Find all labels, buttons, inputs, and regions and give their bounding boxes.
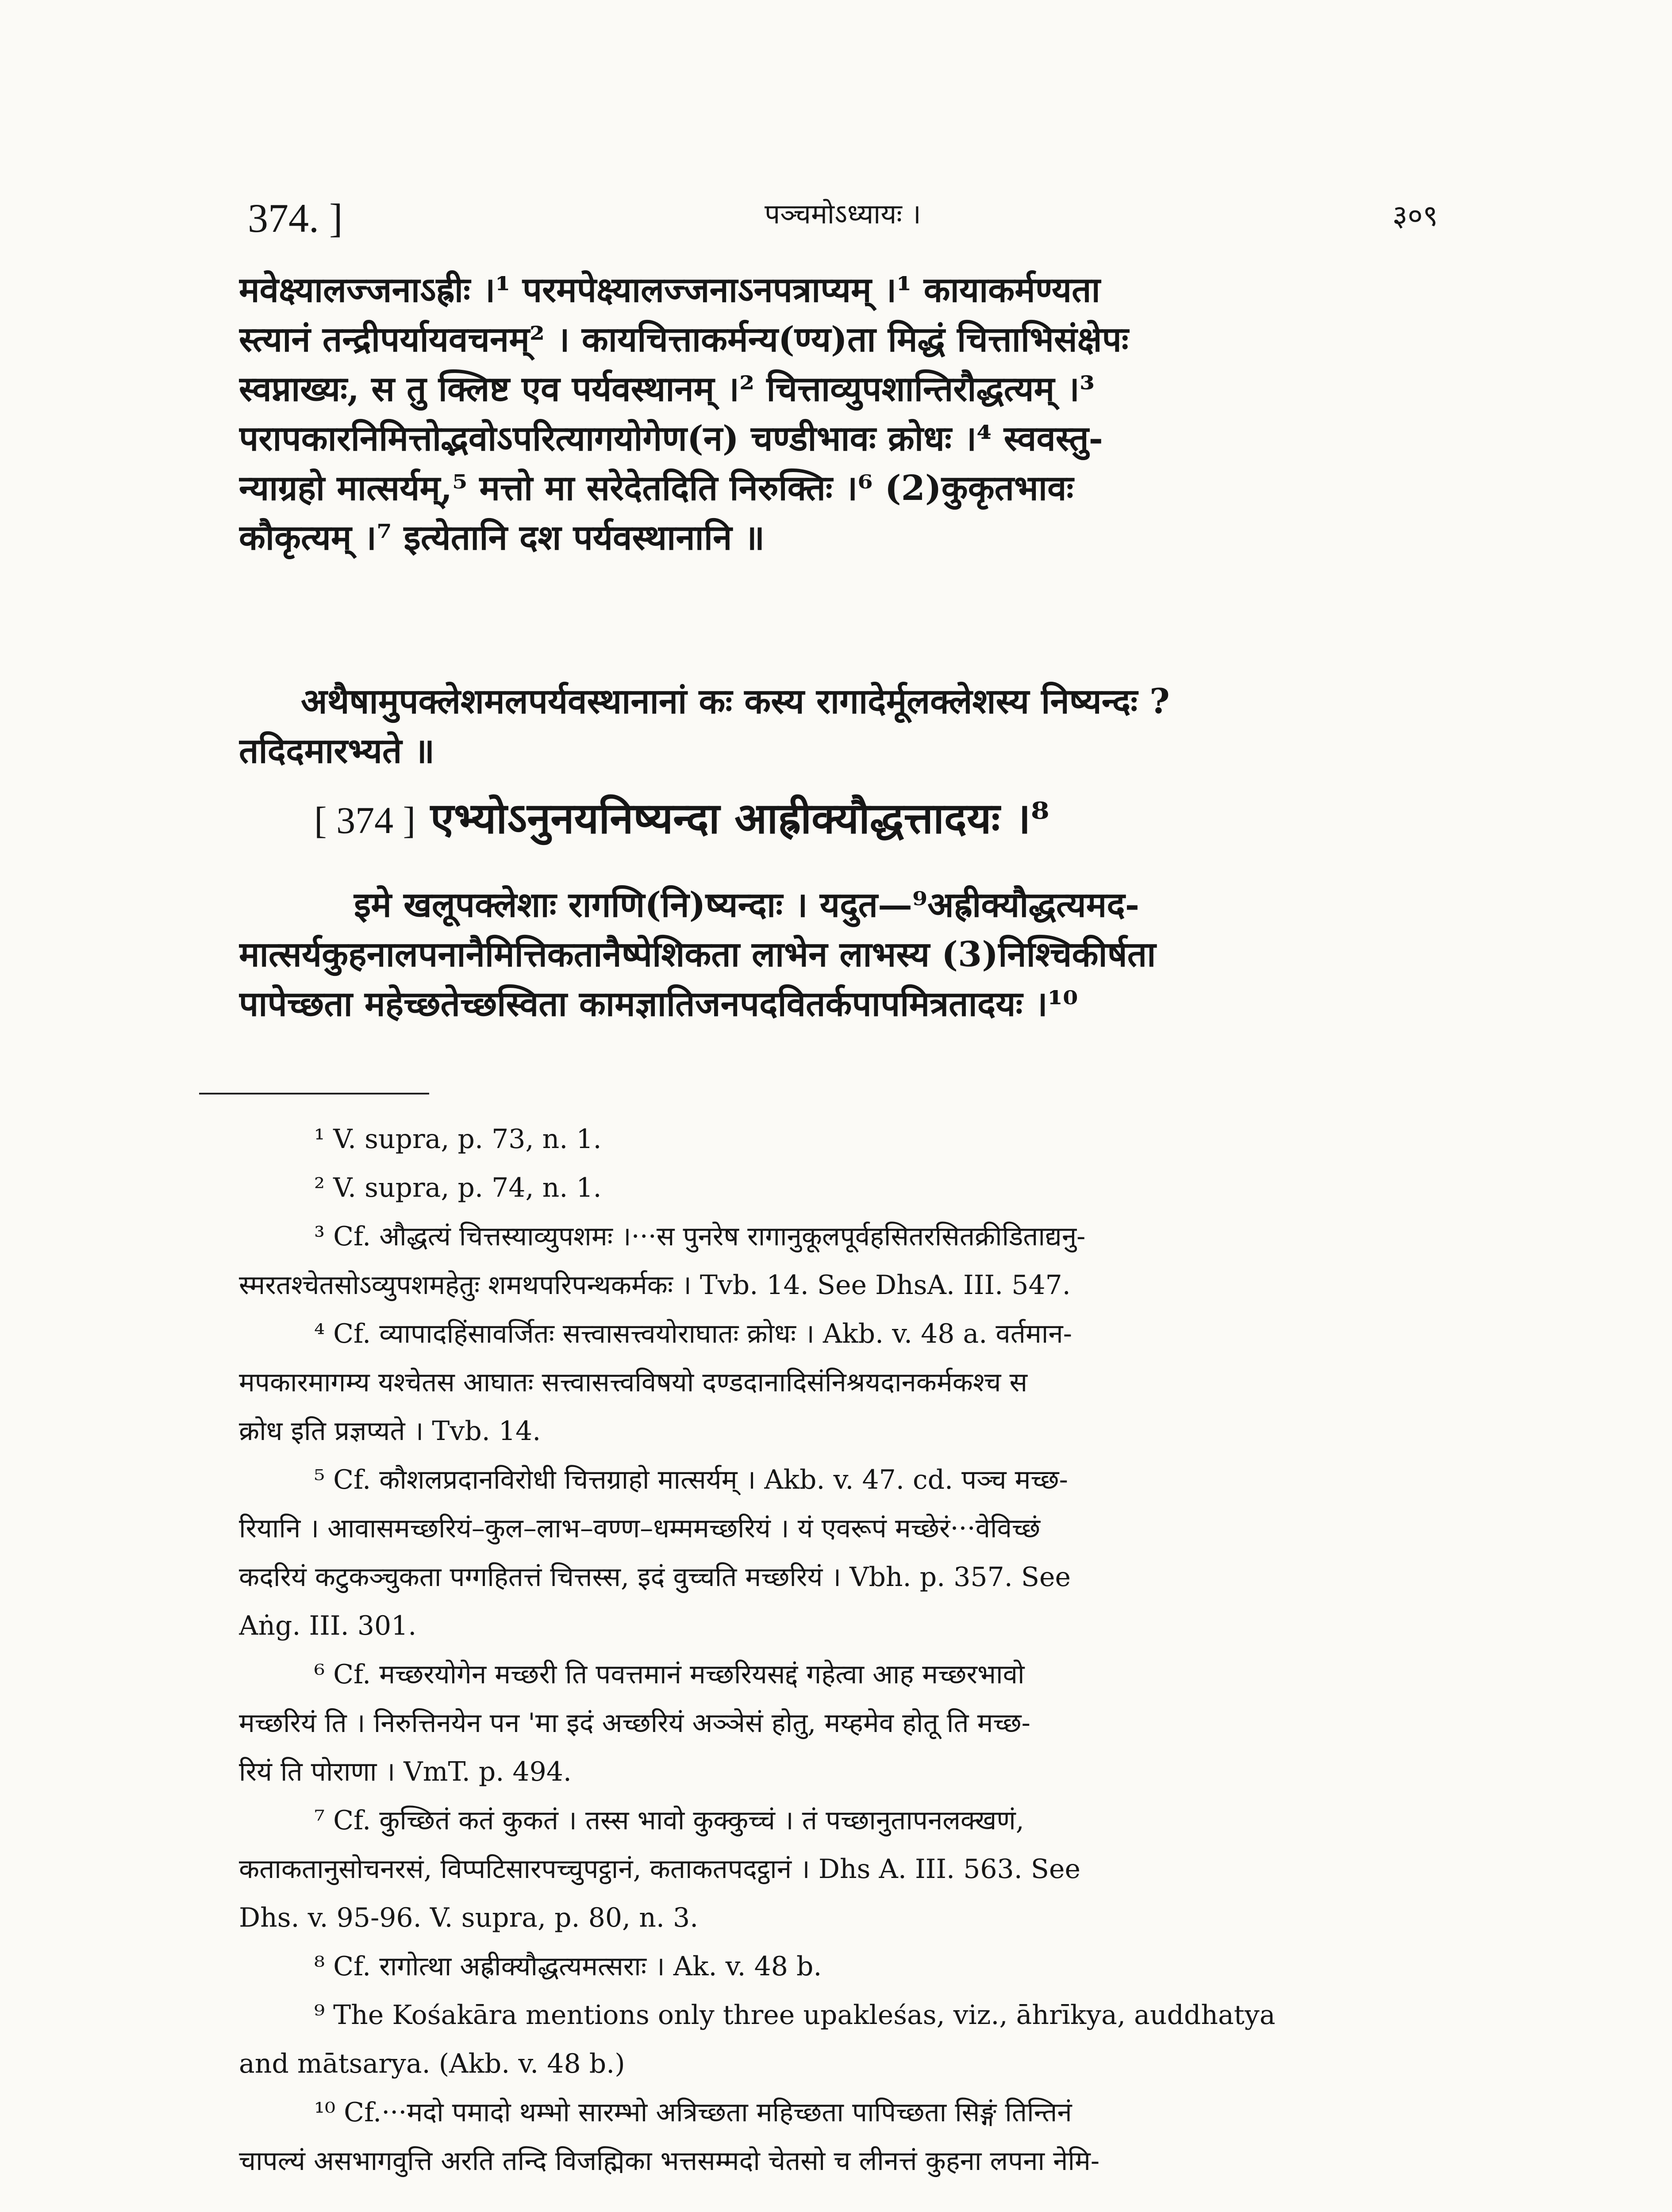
footnote-4-line: मपकारमागम्य यश्चेतस आघातः सत्त्वासत्त्वविषयो दण्डदानादिसंनिश्रयदानकर्मकश्च स <box>239 1367 1028 1398</box>
folio-number: ३०९ <box>1392 199 1438 233</box>
footnote-5-line: ⁵ Cf. कौशलप्रदानविरोधी चित्तग्राहो मात्सर्यम् । Akb. v. 47. cd. पञ्च मच्छ- <box>314 1464 1068 1495</box>
footnote-5-line: रियानि । आवासमच्छरियं–कुल–लाभ–वण्ण–धम्ममच्छरियं । यं एवरूपं मच्छेरं···वेविच्छं <box>239 1513 1041 1544</box>
commentary-line: पापेच्छता महेच्छतेच्छस्विता कामज्ञातिजनपदवितर्कपापमित्रतादयः ।¹⁰ <box>239 984 1078 1024</box>
main-text-line: कौकृत्यम् ।⁷ इत्येतानि दश पर्यवस्थानानि ॥ <box>239 518 765 558</box>
question-line: तदिदमारभ्यते ॥ <box>239 731 435 771</box>
footnote-10-line: ¹⁰ Cf.···मदो पमादो थम्भो सारम्भो अत्रिच्छता महिच्छता पापिच्छता सिङ्गं तिन्तिनं <box>314 2097 1072 2128</box>
footnote-5-line: कदरियं कटुकञ्चुकता पग्गहितत्तं चित्तस्स, इदं वुच्चति मच्छरियं । Vbh. p. 357. See <box>239 1562 1071 1593</box>
commentary-line: मात्सर्यकुहनालपनानैमित्तिकतानैष्पेशिकता लाभेन लाभस्य (3)निश्चिकीर्षता <box>239 934 1156 975</box>
commentary-block <box>239 880 1442 1029</box>
footnote-5-line: Aṅg. III. 301. <box>239 1610 417 1641</box>
footnote-8-line: ⁸ Cf. रागोत्था अह्रीक्यौद्धत्यमत्सराः । Ak. v. 48 b. <box>314 1951 822 1982</box>
footnote-9-line: and mātsarya. (Akb. v. 48 b.) <box>239 2048 625 2079</box>
footnote-7-line: कताकतानुसोचनरसं, विप्पटिसारपच्चुपट्ठानं, कताकतपदट्ठानं । Dhs A. III. 563. See <box>239 1854 1080 1885</box>
footnotes <box>239 1115 1442 2185</box>
verse-number: [ 374 ] <box>314 799 416 841</box>
footnote-2-line: ² V. supra, p. 74, n. 1. <box>314 1172 602 1203</box>
footnote-6-line: मच्छरियं ति । निरुत्तिनयेन पन 'मा इदं अच्छरियं अञ्ञेसं होतु, मय्हमेव होतू ति मच्छ- <box>239 1708 1030 1739</box>
footnote-separator <box>199 1093 429 1094</box>
question-block <box>239 677 1442 776</box>
main-text-line: मवेक्ष्यालज्जनाऽह्रीः ।¹ परमपेक्ष्यालज्जनाऽनपत्राप्यम् ।¹ कायाकर्मण्यता <box>239 270 1100 310</box>
main-text-line: परापकारनिमित्तोद्भवोऽपरित्यागयोगेण(न) चण्डीभावः क्रोधः ।⁴ स्ववस्तु- <box>239 419 1103 459</box>
footnote-7-line: Dhs. v. 95-96. V. supra, p. 80, n. 3. <box>239 1902 699 1933</box>
running-title: पञ्चमोऽध्यायः । <box>765 198 921 230</box>
footnote-4-line: क्रोध इति प्रज्ञप्यते । Tvb. 14. <box>239 1416 541 1447</box>
main-text-line: न्याग्रहो मात्सर्यम्,⁵ मत्तो मा सरेदेतदिति निरुक्तिः ।⁶ (2)कुकृतभावः <box>239 468 1074 508</box>
footnote-3-line: स्मरतश्चेतसोऽव्युपशमहेतुः शमथपरिपन्थकर्मकः । Tvb. 14. See DhsA. III. 547. <box>239 1270 1071 1301</box>
footnote-1-line: ¹ V. supra, p. 73, n. 1. <box>314 1124 602 1155</box>
page-number: 374. ] <box>248 196 343 241</box>
main-text-line: स्त्यानं तन्द्रीपर्यायवचनम्² । कायचित्ताकर्मन्य(ण्य)ता मिद्धं चित्ताभिसंक्षेपः <box>239 319 1129 360</box>
footnote-3-line: ³ Cf. औद्धत्यं चित्तस्याव्युपशमः ।···स पुनरेष रागानुकूलपूर्वहसितरसितक्रीडिताद्यनु- <box>314 1221 1086 1252</box>
question-line: अथैषामुपक्लेशमलपर्यवस्थानानां कः कस्य रागादेर्मूलक्लेशस्य निष्यन्दः ? <box>301 681 1170 722</box>
footnote-7-line: ⁷ Cf. कुच्छितं कतं कुकतं । तस्स भावो कुक्कुच्चं । तं पच्छानुतापनलक्खणं, <box>314 1805 1024 1836</box>
verse <box>314 787 1420 851</box>
footnote-9-line: ⁹ The Kośakāra mentions only three upakleśas, viz., āhrīkya, auddhatya <box>314 2000 1276 2031</box>
footnote-4-line: ⁴ Cf. व्यापादहिंसावर्जितः सत्त्वासत्त्वयोराघातः क्रोधः । Akb. v. 48 a. वर्तमान- <box>314 1318 1072 1349</box>
main-text-line: स्वप्नाख्यः, स तु क्लिष्ट एव पर्यवस्थानम् ।² चित्ताव्युपशान्तिरौद्धत्यम् ।³ <box>239 369 1095 409</box>
main-text-block <box>239 265 1442 563</box>
footnote-6-line: ⁶ Cf. मच्छरयोगेन मच्छरी ति पवत्तमानं मच्छरियसद्दं गहेत्वा आह मच्छरभावो <box>314 1659 1025 1690</box>
page-header <box>248 195 1438 248</box>
footnote-6-line: रियं ति पोराणा । VmT. p. 494. <box>239 1756 572 1787</box>
footnote-10-line: चापल्यं असभागवुत्ति अरति तन्दि विजह्मिका भत्तसम्मदो चेतसो च लीनत्तं कुहना लपना नेमि- <box>239 2146 1100 2177</box>
commentary-line: इमे खलूपक्लेशाः रागणि(नि)ष्यन्दाः । यदुत—⁹अह्रीक्यौद्धत्यमद- <box>354 885 1140 925</box>
verse-text: एभ्योऽनुनयनिष्यन्दा आह्रीक्यौद्धत्तादयः ।⁸ <box>430 793 1049 843</box>
